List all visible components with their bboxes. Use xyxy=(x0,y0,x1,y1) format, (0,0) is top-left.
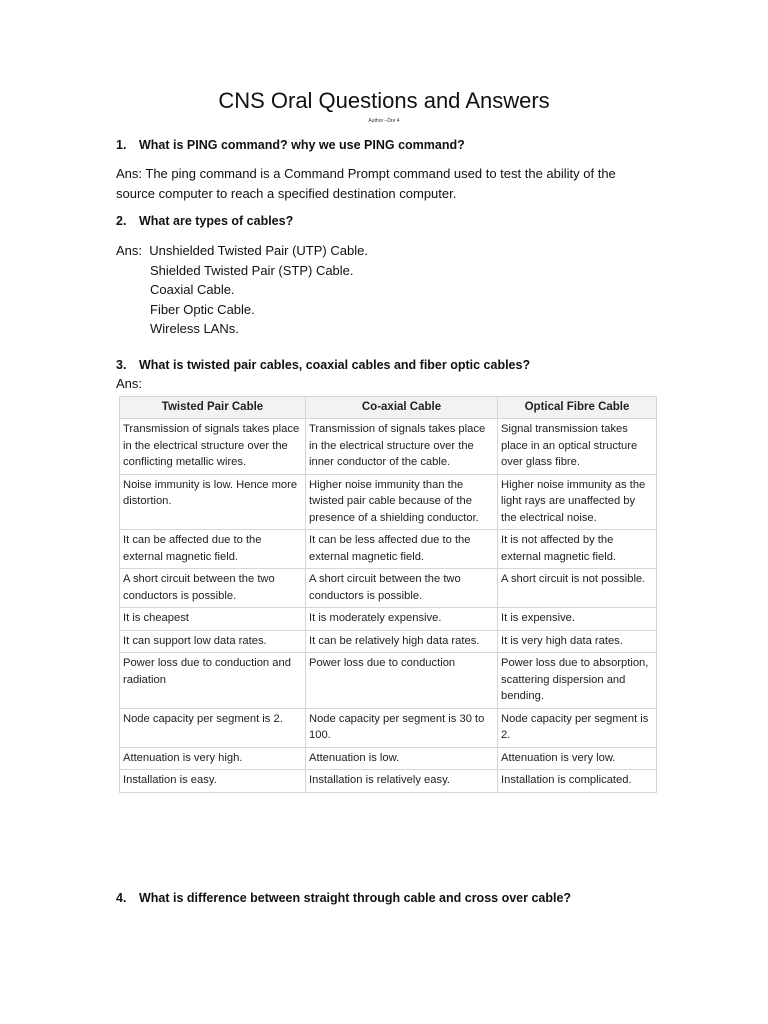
table-cell: Transmission of signals takes place in the electrical structure over the inner conductor of the cable. xyxy=(306,419,498,475)
table-cell: It is very high data rates. xyxy=(498,630,657,653)
question-4-text: What is difference between straight through cable and cross over cable? xyxy=(139,891,572,905)
column-header: Twisted Pair Cable xyxy=(120,397,306,419)
table-row xyxy=(120,419,657,475)
table-cell: Node capacity per segment is 2. xyxy=(498,708,657,747)
table-cell: It is expensive. xyxy=(498,608,657,631)
table-cell: Signal transmission takes place in an optical structure over glass fibre. xyxy=(498,419,657,475)
table-cell: Installation is complicated. xyxy=(498,770,657,793)
table-cell: A short circuit between the two conductors is possible. xyxy=(306,569,498,608)
question-4-number: 4. xyxy=(116,891,127,905)
table-cell: Higher noise immunity than the twisted pair cable because of the presence of a shielding conductor. xyxy=(306,474,498,530)
table-cell: Installation is easy. xyxy=(120,770,306,793)
table-cell: Installation is relatively easy. xyxy=(306,770,498,793)
table-cell: It can be affected due to the external magnetic field. xyxy=(120,530,306,569)
question-1-text: What is PING command? why we use PING command? xyxy=(139,138,465,152)
table-cell: Power loss due to absorption, scattering dispersion and bending. xyxy=(498,653,657,709)
question-4 xyxy=(116,891,571,905)
table-cell: Node capacity per segment is 2. xyxy=(120,708,306,747)
table-row xyxy=(120,747,657,770)
table-row xyxy=(120,530,657,569)
list-item: Shielded Twisted Pair (STP) Cable. xyxy=(150,262,354,278)
table-cell: Attenuation is very high. xyxy=(120,747,306,770)
table-cell: Attenuation is very low. xyxy=(498,747,657,770)
question-3-text: What is twisted pair cables, coaxial cables and fiber optic cables? xyxy=(139,358,531,372)
question-1 xyxy=(116,138,465,152)
table-cell: It can be relatively high data rates. xyxy=(306,630,498,653)
list-item: Wireless LANs. xyxy=(150,321,239,336)
column-header: Optical Fibre Cable xyxy=(498,397,657,419)
table-cell: Transmission of signals takes place in the electrical structure over the conflicting metallic wires. xyxy=(120,419,306,475)
table-row xyxy=(120,474,657,530)
question-1-number: 1. xyxy=(116,138,127,152)
table-row xyxy=(120,608,657,631)
list-item: Ans: Unshielded Twisted Pair (UTP) Cable. xyxy=(116,243,368,258)
question-2-text: What are types of cables? xyxy=(139,214,294,228)
table-header-row xyxy=(120,397,657,419)
question-3-number: 3. xyxy=(116,358,127,372)
table-cell: Power loss due to conduction xyxy=(306,653,498,709)
answer-1 xyxy=(116,164,676,204)
answer-2-prefix: Ans: xyxy=(116,243,143,258)
list-item: Coaxial Cable. xyxy=(150,282,235,297)
table-cell: It is cheapest xyxy=(120,608,306,631)
table-cell: It can support low data rates. xyxy=(120,630,306,653)
answer-1-line-1: Ans: The ping command is a Command Prompt command used to test the ability of the xyxy=(116,166,616,181)
table-row xyxy=(120,770,657,793)
table-cell: Higher noise immunity as the light rays are unaffected by the electrical noise. xyxy=(498,474,657,530)
table-row xyxy=(120,653,657,709)
table-row xyxy=(120,708,657,747)
answer-3-label: Ans: xyxy=(116,376,143,391)
question-2-number: 2. xyxy=(116,214,127,228)
table-row xyxy=(120,569,657,608)
table-cell: It can be less affected due to the external magnetic field. xyxy=(306,530,498,569)
question-2 xyxy=(116,214,293,228)
author-note: Author –Dre 4 xyxy=(368,118,400,124)
question-3 xyxy=(116,358,530,372)
table-cell: It is moderately expensive. xyxy=(306,608,498,631)
table-cell: Attenuation is low. xyxy=(306,747,498,770)
column-header: Co-axial Cable xyxy=(306,397,498,419)
cable-comparison-table xyxy=(119,396,657,793)
table-row xyxy=(120,630,657,653)
table-cell: A short circuit between the two conductors is possible. xyxy=(120,569,306,608)
table-cell: Noise immunity is low. Hence more distortion. xyxy=(120,474,306,530)
answer-2-list xyxy=(116,241,368,339)
page-title: CNS Oral Questions and Answers xyxy=(218,88,550,113)
table-cell: A short circuit is not possible. xyxy=(498,569,657,608)
table-cell: Power loss due to conduction and radiation xyxy=(120,653,306,709)
table-cell: Node capacity per segment is 30 to 100. xyxy=(306,708,498,747)
table-cell: It is not affected by the external magnetic field. xyxy=(498,530,657,569)
answer-1-line-2: source computer to reach a specified destination computer. xyxy=(116,186,457,201)
list-item: Fiber Optic Cable. xyxy=(150,301,255,317)
